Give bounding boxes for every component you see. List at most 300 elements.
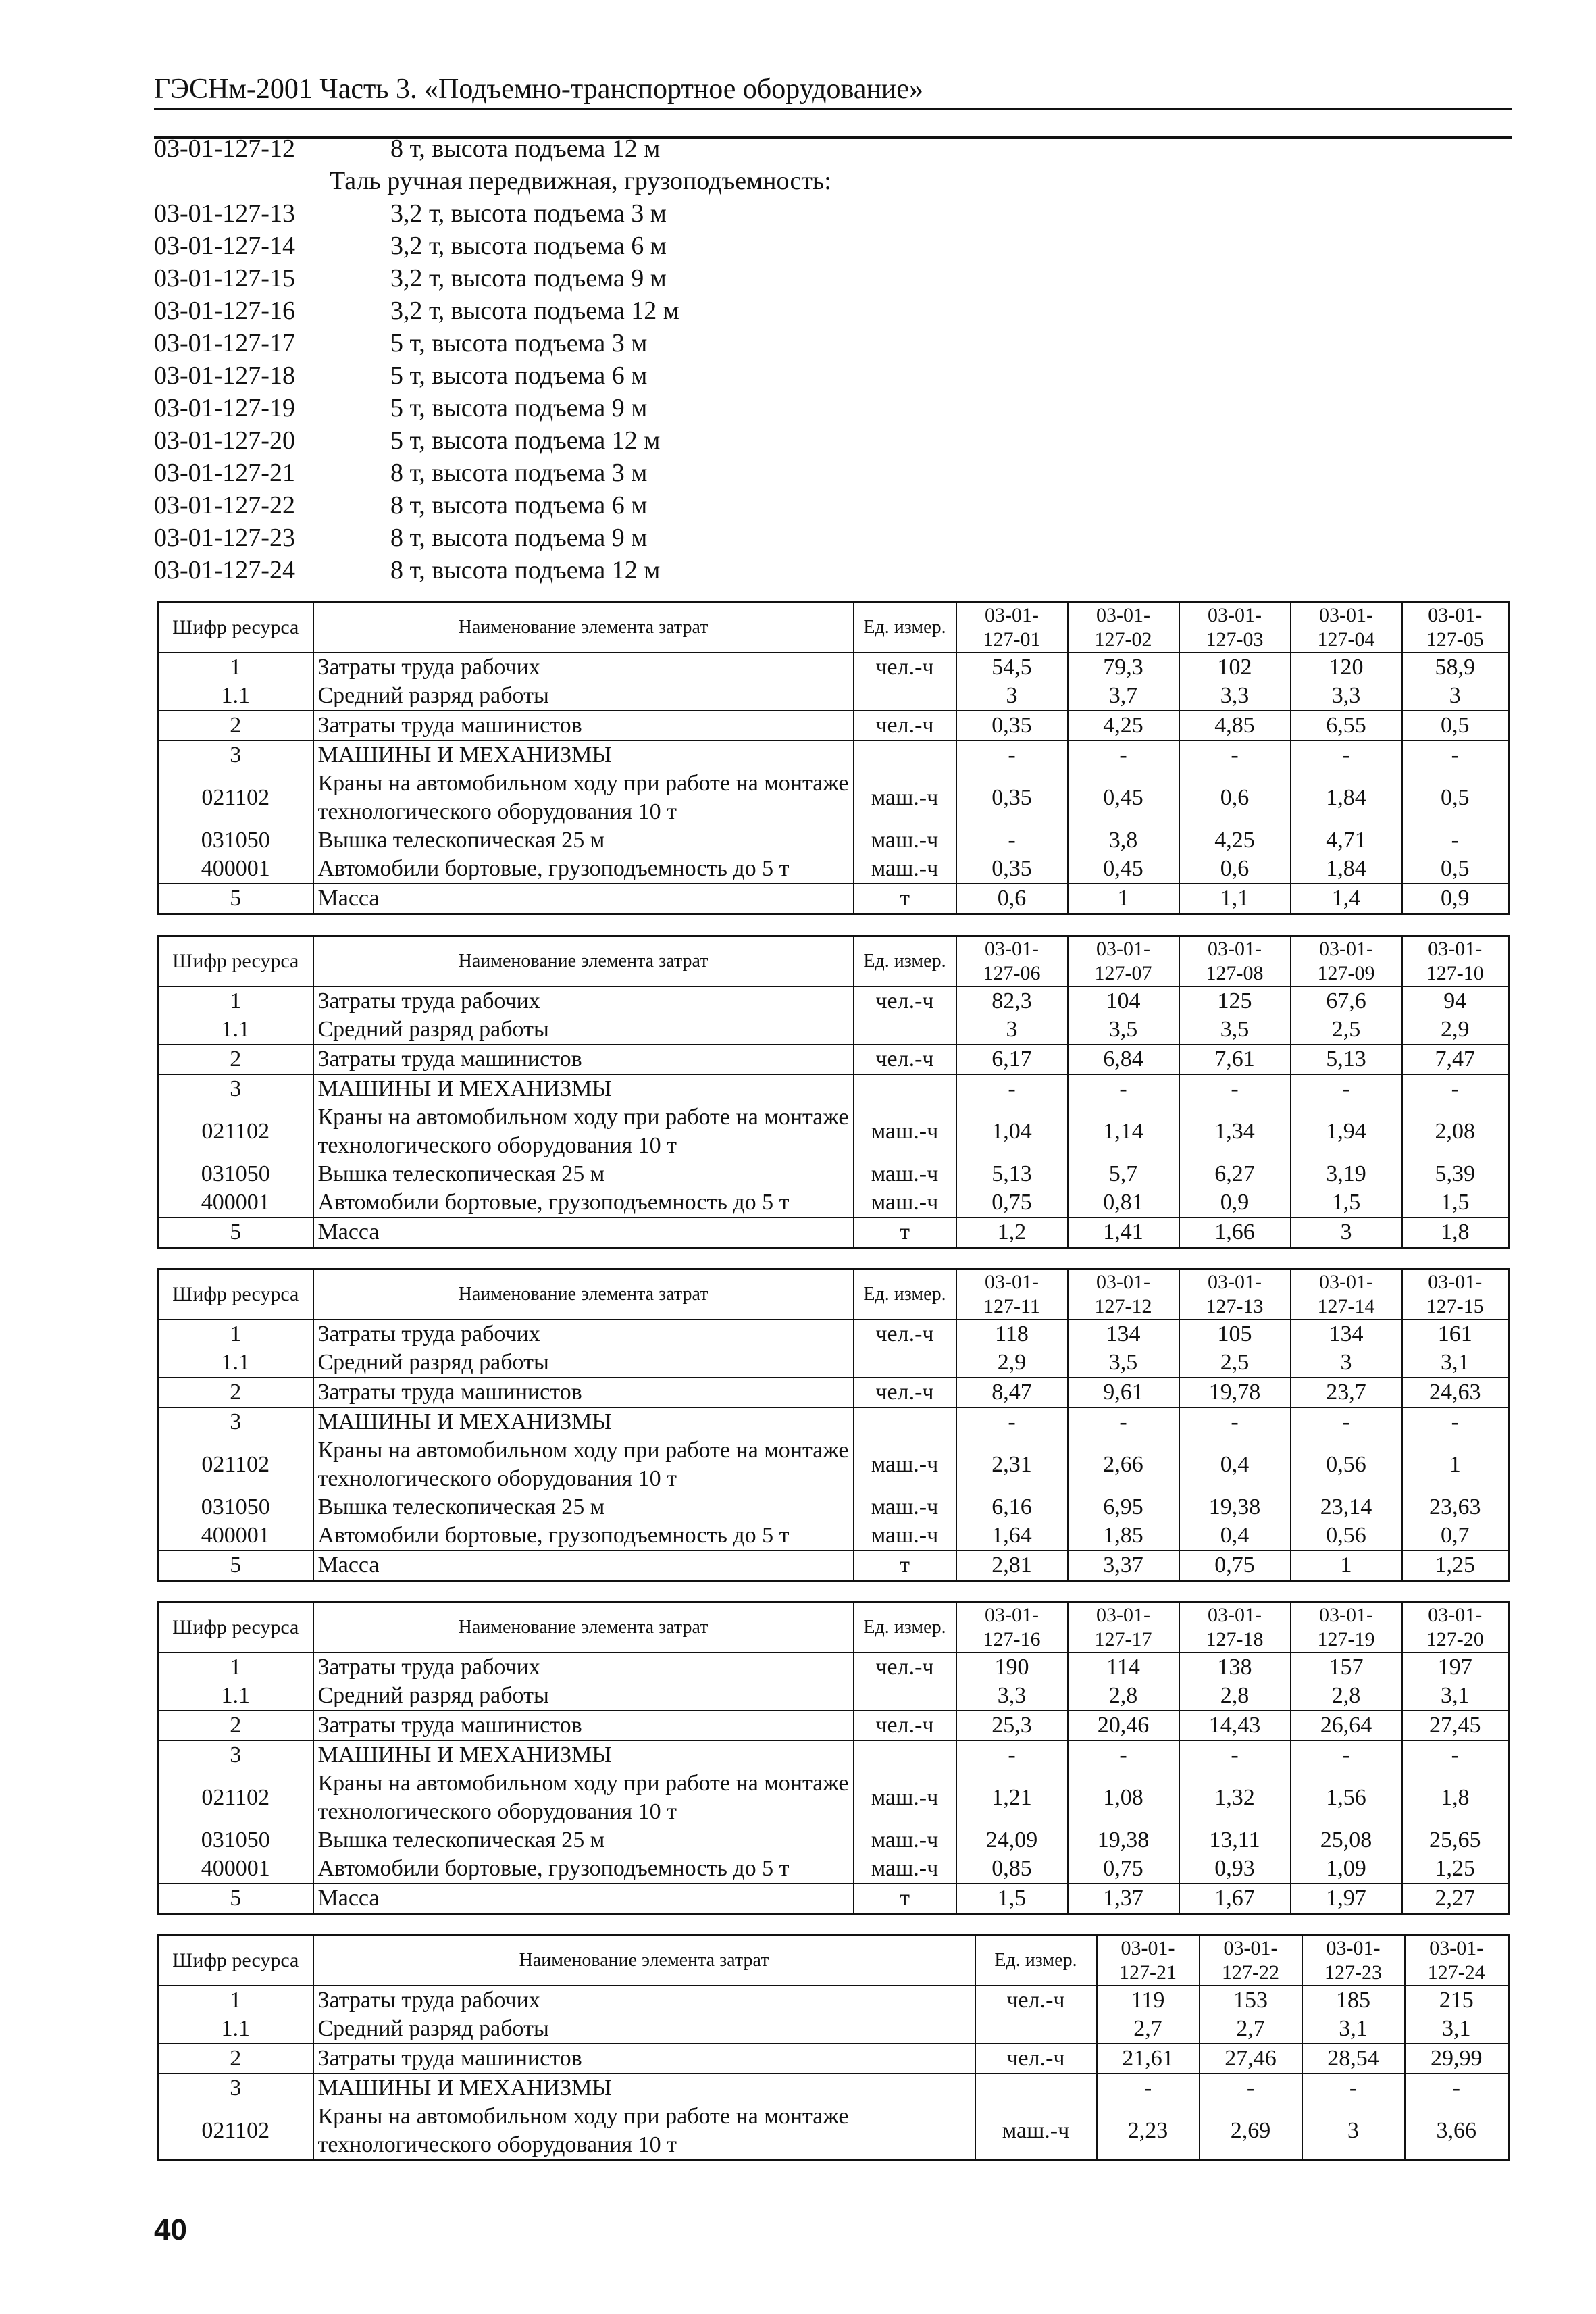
header-norm-code-part: 03-01- [985,604,1039,626]
norm-value: 3,66 [1405,2103,1509,2161]
norm-value: 1 [1068,884,1179,914]
code-list-code: 03-01-127-17 [154,329,295,357]
code-list-description: 5 т, высота подъема 3 м [390,329,648,357]
cost-element-name: Краны на автомобильном ходу при работе на монтаже технологического оборудования 10 т [313,1769,854,1826]
header-code-column: Шифр ресурса [158,1269,313,1320]
unit-of-measure: чел.-ч [854,1653,956,1682]
cost-element-name: МАШИНЫ И МЕХАНИЗМЫ [313,740,854,770]
table-row [158,1349,1509,1378]
norm-value: 138 [1179,1653,1291,1682]
norm-value: 3,1 [1405,2015,1509,2044]
header-norm-code-part: 03-01- [1428,604,1483,626]
header-norm-code-part: 127-19 [1317,1628,1375,1651]
norm-value: 0,85 [956,1855,1068,1884]
table-row [158,1493,1509,1521]
norm-value: 153 [1200,1986,1302,2015]
cost-element-name: Средний разряд работы [313,2015,975,2044]
code-list-code: 03-01-127-19 [154,394,295,422]
norm-value: 6,16 [956,1493,1068,1521]
unit-of-measure: маш.-ч [854,1103,956,1160]
norm-value: 0,4 [1179,1436,1291,1493]
code-list-item [154,392,1437,424]
norm-value: 2,23 [1097,2103,1200,2161]
unit-of-measure: маш.-ч [854,1436,956,1493]
unit-of-measure [975,2073,1097,2103]
unit-of-measure: чел.-ч [854,711,956,740]
norm-value: - [956,1074,1068,1103]
norm-value: 3,1 [1402,1682,1509,1711]
header-norm-code-part: 03-01- [1428,1271,1483,1293]
header-norm-code [956,936,1068,987]
cost-element-name: Краны на автомобильном ходу при работе на монтаже технологического оборудования 10 т [313,770,854,826]
code-list-item [154,457,1437,489]
norm-value: 82,3 [956,986,1068,1015]
norm-value: 7,61 [1179,1045,1291,1074]
norm-value: 102 [1179,653,1291,682]
norm-value: 0,45 [1068,770,1179,826]
norm-value: 2,5 [1291,1015,1402,1045]
norm-value: 125 [1179,986,1291,1015]
norm-value: 0,35 [956,711,1068,740]
norm-value: 2,8 [1291,1682,1402,1711]
unit-of-measure: маш.-ч [854,1160,956,1188]
norm-value: 2,9 [1402,1015,1509,1045]
unit-of-measure: маш.-ч [854,770,956,826]
norm-value: 0,75 [1179,1551,1291,1581]
page-header-title: ГЭСНм-2001 Часть 3. «Подъемно-транспортное оборудование» [154,74,923,105]
cost-element-name: Краны на автомобильном ходу при работе на монтаже технологического оборудования 10 т [313,1436,854,1493]
norm-value: 1,84 [1291,770,1402,826]
code-list-item [154,165,1437,197]
norm-value: 23,63 [1402,1493,1509,1521]
header-norm-code-part: 03-01- [1319,938,1373,960]
unit-of-measure: маш.-ч [854,1769,956,1826]
norm-value: 4,25 [1068,711,1179,740]
norm-value: - [1405,2073,1509,2103]
code-list-code: 03-01-127-14 [154,232,295,260]
table-row [158,1986,1509,2015]
code-list-code: 03-01-127-15 [154,264,295,293]
norm-value: 0,81 [1068,1188,1179,1217]
norm-value: - [1068,1740,1179,1769]
norm-value: 1,2 [956,1217,1068,1248]
norm-value: 1,67 [1179,1884,1291,1914]
cost-element-name: Вышка телескопическая 25 м [313,826,854,855]
unit-of-measure: чел.-ч [854,1711,956,1740]
code-list-item [154,197,1437,230]
norm-value: 2,8 [1179,1682,1291,1711]
cost-element-name: Средний разряд работы [313,1349,854,1378]
norm-value: 2,66 [1068,1436,1179,1493]
code-list-description: Таль ручная передвижная, грузоподъемность: [330,167,831,195]
norm-value: 0,93 [1179,1855,1291,1884]
norm-value: 1,97 [1291,1884,1402,1914]
norm-value: 0,45 [1068,855,1179,884]
header-norm-code-part: 03-01- [1208,938,1262,960]
norm-value: 0,9 [1179,1188,1291,1217]
table-row [158,855,1509,884]
header-norm-code-part: 127-15 [1426,1295,1484,1317]
norm-value: - [1402,740,1509,770]
resource-code: 1.1 [158,1682,313,1711]
cost-element-name: МАШИНЫ И МЕХАНИЗМЫ [313,1074,854,1103]
table-header-row [158,1269,1509,1320]
header-code-column: Шифр ресурса [158,1936,313,1986]
norm-value: - [1402,1407,1509,1436]
norm-value: 119 [1097,1986,1200,2015]
table-row [158,1217,1509,1248]
header-norm-code [1097,1936,1200,1986]
code-list-code: 03-01-127-13 [154,199,295,228]
header-code-column: Шифр ресурса [158,936,313,987]
norm-value: 25,08 [1291,1826,1402,1855]
norm-value: 54,5 [956,653,1068,682]
header-norm-code [1068,1269,1179,1320]
resource-code: 031050 [158,1493,313,1521]
header-unit-column: Ед. измер. [854,1269,956,1320]
norm-value: 5,13 [1291,1045,1402,1074]
table-row [158,2015,1509,2044]
header-name-column: Наименование элемента затрат [313,1603,854,1653]
resource-code: 3 [158,1074,313,1103]
norm-value: 9,61 [1068,1378,1179,1407]
unit-of-measure: маш.-ч [854,1493,956,1521]
table-row [158,1074,1509,1103]
unit-of-measure: чел.-ч [975,1986,1097,2015]
resource-code: 2 [158,2044,313,2073]
header-norm-code [1291,1269,1402,1320]
norm-value: 2,8 [1068,1682,1179,1711]
norm-value: 197 [1402,1653,1509,1682]
norm-value: 13,11 [1179,1826,1291,1855]
code-list-description: 8 т, высота подъема 12 м [390,134,661,163]
cost-element-name: Автомобили бортовые, грузоподъемность до 5 т [313,855,854,884]
cost-element-name: Средний разряд работы [313,1682,854,1711]
table-row [158,2103,1509,2161]
norm-value: - [956,1407,1068,1436]
table-header-row [158,603,1509,653]
resource-code: 1.1 [158,1015,313,1045]
norm-value: 1,5 [1291,1188,1402,1217]
resource-code: 400001 [158,855,313,884]
header-norm-code-part: 03-01- [1096,1271,1150,1293]
header-norm-code-part: 127-10 [1426,962,1484,984]
cost-element-name: Вышка телескопическая 25 м [313,1493,854,1521]
code-list-item [154,522,1437,554]
resource-code: 021102 [158,1769,313,1826]
norm-value: 7,47 [1402,1045,1509,1074]
resource-code: 1 [158,1653,313,1682]
code-list-item [154,327,1437,359]
norm-value: 134 [1068,1319,1179,1349]
header-norm-code-part: 127-23 [1324,1961,1382,1984]
norm-value: 1,56 [1291,1769,1402,1826]
norm-value: 0,75 [956,1188,1068,1217]
unit-of-measure: т [854,1217,956,1248]
code-list-code: 03-01-127-24 [154,556,295,584]
norm-value: 3,7 [1068,682,1179,711]
header-norm-code [1302,1936,1405,1986]
header-norm-code [1179,603,1291,653]
code-list-description: 3,2 т, высота подъема 12 м [390,297,679,325]
norm-value: 24,63 [1402,1378,1509,1407]
norm-value: 14,43 [1179,1711,1291,1740]
norm-value: 0,5 [1402,855,1509,884]
norm-value: 3 [1291,1349,1402,1378]
norm-value: 5,7 [1068,1160,1179,1188]
norm-value: 1,21 [956,1769,1068,1826]
header-norm-code-part: 127-01 [983,628,1041,651]
norm-value: 3 [1291,1217,1402,1248]
resource-table [157,601,1510,915]
header-name-column: Наименование элемента затрат [313,603,854,653]
norm-value: 21,61 [1097,2044,1200,2073]
norm-value: 190 [956,1653,1068,1682]
header-unit-column: Ед. измер. [854,1603,956,1653]
resource-code: 031050 [158,1826,313,1855]
code-list-item [154,230,1437,262]
header-norm-code-part: 03-01- [1319,604,1373,626]
cost-element-name: МАШИНЫ И МЕХАНИЗМЫ [313,1407,854,1436]
resource-table [157,1601,1510,1915]
table-row [158,682,1509,711]
norm-value: - [1179,1740,1291,1769]
header-norm-code-part: 127-05 [1426,628,1484,651]
norm-value: 28,54 [1302,2044,1405,2073]
code-list-description: 3,2 т, высота подъема 3 м [390,199,667,228]
table-row [158,986,1509,1015]
norm-value: 185 [1302,1986,1405,2015]
cost-element-name: Краны на автомобильном ходу при работе на монтаже технологического оборудования 10 т [313,2103,975,2161]
resource-code: 1 [158,1319,313,1349]
norm-value: - [956,740,1068,770]
norm-value: 3,19 [1291,1160,1402,1188]
cost-element-name: Затраты труда машинистов [313,1045,854,1074]
norm-value: 1,1 [1179,884,1291,914]
code-list-code: 03-01-127-18 [154,361,295,390]
norm-value: 0,75 [1068,1855,1179,1884]
resource-code: 5 [158,1884,313,1914]
norm-value: 0,5 [1402,711,1509,740]
norm-value: 5,39 [1402,1160,1509,1188]
norm-value: 6,84 [1068,1045,1179,1074]
table-row [158,1826,1509,1855]
norm-value: 1 [1402,1436,1509,1493]
header-norm-code [1179,1603,1291,1653]
norm-value: 58,9 [1402,653,1509,682]
norm-value: 3,3 [1179,682,1291,711]
unit-of-measure [854,1074,956,1103]
norm-value: 6,55 [1291,711,1402,740]
cost-element-name: Затраты труда машинистов [313,1711,854,1740]
cost-element-name: Затраты труда рабочих [313,1986,975,2015]
unit-of-measure: чел.-ч [975,2044,1097,2073]
resource-code: 5 [158,1217,313,1248]
unit-of-measure: маш.-ч [854,1521,956,1551]
norm-value: 2,69 [1200,2103,1302,2161]
code-list-description: 8 т, высота подъема 12 м [390,556,661,584]
resource-code: 1 [158,653,313,682]
resource-code: 1.1 [158,682,313,711]
unit-of-measure: чел.-ч [854,1378,956,1407]
unit-of-measure: маш.-ч [854,1855,956,1884]
norm-value: 0,5 [1402,770,1509,826]
cost-element-name: Затраты труда машинистов [313,2044,975,2073]
cost-element-name: Затраты труда рабочих [313,653,854,682]
resource-code: 3 [158,2073,313,2103]
norm-value: 134 [1291,1319,1402,1349]
header-norm-code-part: 03-01- [1121,1937,1175,1959]
norm-value: 2,27 [1402,1884,1509,1914]
resource-code: 031050 [158,826,313,855]
norm-value: 2,7 [1097,2015,1200,2044]
header-norm-code [1179,936,1291,987]
resource-code: 3 [158,1407,313,1436]
header-norm-code [1402,936,1509,987]
cost-element-name: Масса [313,1884,854,1914]
norm-value: 1,08 [1068,1769,1179,1826]
norm-value: - [1179,740,1291,770]
resource-table [157,1934,1510,2161]
code-list-code: 03-01-127-22 [154,491,295,520]
unit-of-measure [854,1682,956,1711]
code-list-item [154,262,1437,295]
cost-element-name: Затраты труда рабочих [313,986,854,1015]
code-list-item [154,359,1437,392]
code-list-code: 03-01-127-16 [154,297,295,325]
table-row [158,1103,1509,1160]
norm-value: 1,32 [1179,1769,1291,1826]
header-norm-code [1179,1269,1291,1320]
norm-value: 2,08 [1402,1103,1509,1160]
table-row [158,1015,1509,1045]
resource-code: 1.1 [158,1349,313,1378]
unit-of-measure [854,740,956,770]
table-row [158,1045,1509,1074]
norm-value: 1,94 [1291,1103,1402,1160]
norm-value: - [1291,1074,1402,1103]
table-row [158,770,1509,826]
resource-code: 2 [158,1711,313,1740]
norm-value: 0,7 [1402,1521,1509,1551]
header-name-column: Наименование элемента затрат [313,1269,854,1320]
header-name-column: Наименование элемента затрат [313,936,854,987]
header-norm-code-part: 03-01- [1428,938,1483,960]
header-norm-code-part: 03-01- [1096,604,1150,626]
norm-value: 8,47 [956,1378,1068,1407]
header-norm-code-part: 127-09 [1317,962,1375,984]
resource-code: 3 [158,740,313,770]
cost-element-name: Масса [313,1551,854,1581]
header-norm-code [1291,1603,1402,1653]
norm-value: 157 [1291,1653,1402,1682]
table-row [158,653,1509,682]
table-row [158,1407,1509,1436]
header-norm-code-part: 03-01- [1319,1604,1373,1626]
header-norm-code [1402,1269,1509,1320]
table-row [158,2073,1509,2103]
norm-value: 23,7 [1291,1378,1402,1407]
table-row [158,826,1509,855]
norm-value: 1,25 [1402,1551,1509,1581]
resource-code: 021102 [158,770,313,826]
header-norm-code [956,1269,1068,1320]
norm-value: 1,85 [1068,1521,1179,1551]
unit-of-measure: чел.-ч [854,653,956,682]
header-norm-code-part: 127-22 [1222,1961,1279,1984]
header-norm-code-part: 127-24 [1427,1961,1485,1984]
table-row [158,711,1509,740]
norm-value: 79,3 [1068,653,1179,682]
unit-of-measure [854,1349,956,1378]
norm-value: 3 [956,682,1068,711]
header-rule-top [154,108,1512,110]
code-list-description: 8 т, высота подъема 9 м [390,524,648,552]
norm-value: 6,95 [1068,1493,1179,1521]
cost-element-name: Затраты труда машинистов [313,1378,854,1407]
code-list-description: 5 т, высота подъема 12 м [390,426,661,455]
table-row [158,2044,1509,2073]
resource-code: 5 [158,1551,313,1581]
norm-value: 24,09 [956,1826,1068,1855]
header-norm-code-part: 127-04 [1317,628,1375,651]
norm-value: 118 [956,1319,1068,1349]
header-norm-code-part: 03-01- [1429,1937,1484,1959]
resource-table [157,935,1510,1249]
norm-value: 0,4 [1179,1521,1291,1551]
norm-value: 3,1 [1402,1349,1509,1378]
header-norm-code-part: 127-16 [983,1628,1041,1651]
cost-element-name: Вышка телескопическая 25 м [313,1160,854,1188]
norm-value: 3 [956,1015,1068,1045]
unit-of-measure: маш.-ч [854,826,956,855]
table-row [158,1521,1509,1551]
cost-element-name: Средний разряд работы [313,1015,854,1045]
norm-value: 104 [1068,986,1179,1015]
header-norm-code-part: 127-06 [983,962,1041,984]
norm-value: 20,46 [1068,1711,1179,1740]
header-unit-column: Ед. измер. [854,936,956,987]
table-row [158,1769,1509,1826]
norm-value: 3,5 [1179,1015,1291,1045]
norm-value: - [1200,2073,1302,2103]
resource-code: 1 [158,1986,313,2015]
header-norm-code [1200,1936,1302,1986]
code-list-description: 5 т, высота подъема 6 м [390,361,648,390]
code-list [154,132,1437,586]
norm-value: 3 [1302,2103,1405,2161]
norm-value: 3,3 [1291,682,1402,711]
header-norm-code [1291,603,1402,653]
code-list-item [154,295,1437,327]
norm-value: - [1291,1407,1402,1436]
norm-value: 6,27 [1179,1160,1291,1188]
norm-value: 3,1 [1302,2015,1405,2044]
unit-of-measure: маш.-ч [854,1826,956,1855]
norm-value: 105 [1179,1319,1291,1349]
cost-element-name: Автомобили бортовые, грузоподъемность до 5 т [313,1188,854,1217]
cost-element-name: Затраты труда рабочих [313,1319,854,1349]
norm-value: 19,38 [1179,1493,1291,1521]
header-norm-code-part: 03-01- [1326,1937,1381,1959]
header-norm-code-part: 03-01- [1223,1937,1278,1959]
unit-of-measure [854,1740,956,1769]
norm-value: - [956,1740,1068,1769]
norm-value: - [1291,740,1402,770]
header-norm-code-part: 127-11 [983,1295,1040,1317]
unit-of-measure [854,1015,956,1045]
norm-value: - [1068,740,1179,770]
